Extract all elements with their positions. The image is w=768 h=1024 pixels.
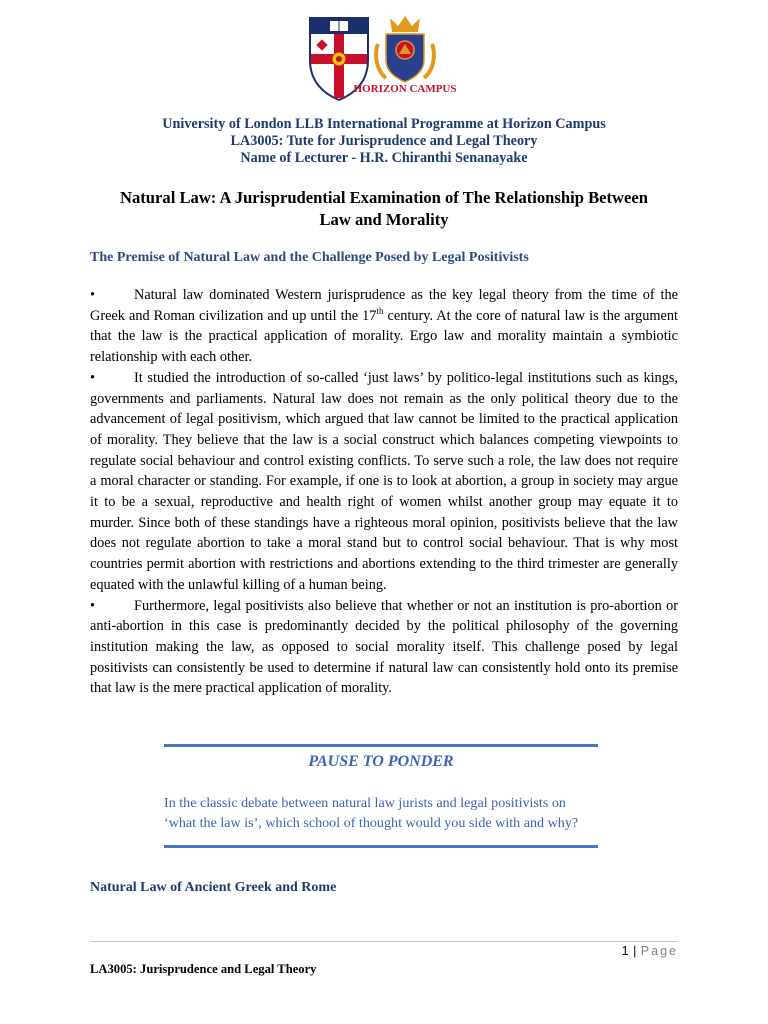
logos-row xyxy=(0,14,768,104)
horizon-campus-logo-text: HORIZON CAMPUS xyxy=(353,83,457,95)
title-line-1: Natural Law: A Jurisprudential Examination of The Relationship Between xyxy=(120,188,648,207)
ponder-title: PAUSE TO PONDER xyxy=(308,753,454,770)
bullet-icon: • xyxy=(90,287,96,303)
title-line-2: Law and Morality xyxy=(319,210,449,229)
paragraph-1-text: Natural law dominated Western jurisprudence as the key legal theory from the time of the Greek and Roman civilization and up until the 17 xyxy=(90,287,678,324)
paragraph-2-text: It studied the introduction of so-called ‘just laws’ by politico-legal institutions such as kings, governments and parliaments. Natural law does not remain as the only political theory due to the advancement of legal positivism, which argued that law cannot be limited to the practical application of morality. They believe that the law is a social construct which balances competing viewpoints to regulate social behaviour and control existing conflicts. To serve such a role, the law does not require a moral character or standing. For example, if one is to look at abortion, a group in society may argue it to be a sexual, reproductive and health right of women whilst another group may equate it to murder. Since both of these standings have a righteous moral opinion, positivists believe that the law does not regulate abortion to take a moral stand but to control social behaviour. That is why most countries permit abortion with restrictions and abortions extending to the third trimester are generally equated with the unlawful killing of a human being. xyxy=(90,369,678,593)
ponder-bottom-rule xyxy=(164,845,598,848)
pause-to-ponder-box xyxy=(164,744,598,848)
body-text xyxy=(90,285,678,699)
page-label: Page xyxy=(640,944,678,958)
bullet-icon: • xyxy=(90,369,96,386)
paragraph-2 xyxy=(90,368,678,596)
section-heading-premise: The Premise of Natural Law and the Challenge Posed by Legal Positivists xyxy=(90,250,529,265)
horizon-campus-logo-icon xyxy=(353,14,457,102)
paragraph-3 xyxy=(90,596,678,700)
page-number-value: 1 xyxy=(621,944,630,958)
paragraph-3-text: Furthermore, legal positivists also believe that whether or not an institution is pro-abortion or anti-abortion in this case is predominantly decided by the political philosophy of the governing institution making the law, as opposed to social morality itself. This challenge posed by legal positivists can consistently be used to determine if natural law can consistently hold onto its premise that law is the mere practical application of morality. xyxy=(90,597,678,697)
page-number xyxy=(622,944,678,958)
document-header xyxy=(0,116,768,167)
ponder-question: In the classic debate between natural law jurists and legal positivists on ‘what the law is’, which school of thought would you side with and why? xyxy=(164,795,579,832)
paragraph-1-text-cont: century. At the core of natural law is the argument that the law is the practical application of morality. Ergo law and morality maintain a symbiotic relationship with each other. xyxy=(90,307,679,366)
page-separator: | xyxy=(633,944,637,958)
header-lecturer: Name of Lecturer - H.R. Chiranthi Senanayake xyxy=(240,150,528,166)
header-course: LA3005: Tute for Jurisprudence and Legal Theory xyxy=(230,133,538,149)
paragraph-1 xyxy=(90,285,678,368)
section-heading-ancient-greek-rome: Natural Law of Ancient Greek and Rome xyxy=(90,880,337,895)
header-institution: University of London LLB International Programme at Horizon Campus xyxy=(162,116,606,132)
ponder-top-rule xyxy=(164,744,598,747)
bullet-icon: • xyxy=(90,597,96,614)
document-title xyxy=(90,187,678,231)
footer-course: LA3005: Jurisprudence and Legal Theory xyxy=(90,962,317,976)
superscript: th xyxy=(376,305,384,316)
footer-divider xyxy=(90,941,678,942)
